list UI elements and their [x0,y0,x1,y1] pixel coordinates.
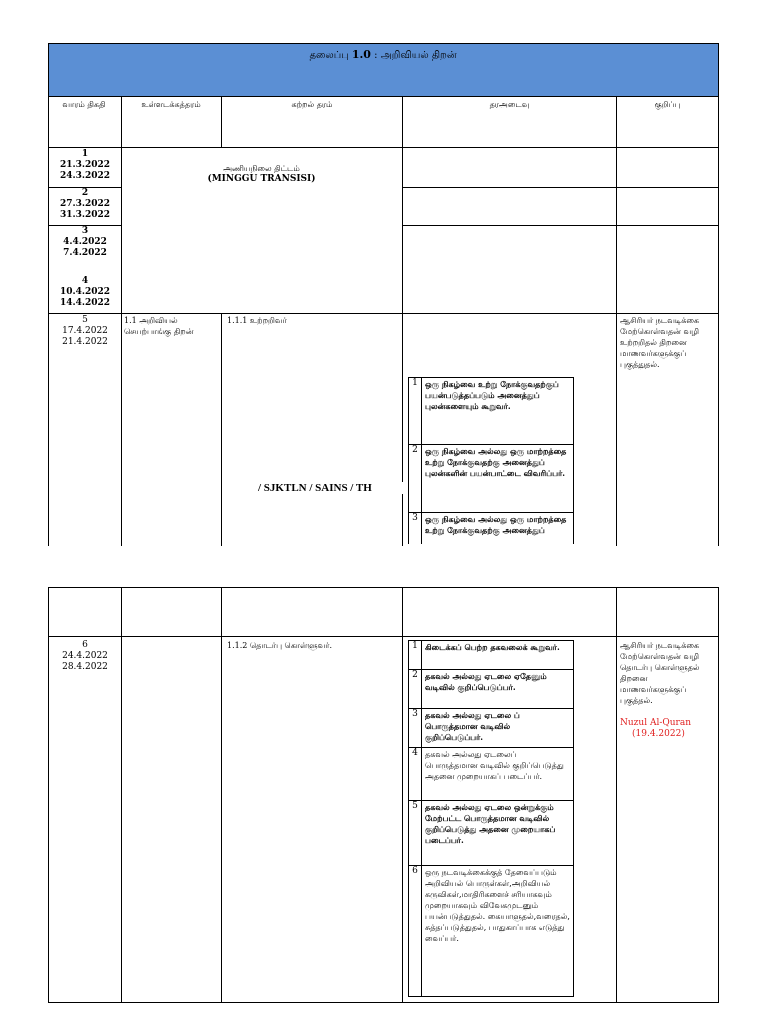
holiday-name: Nuzul Al-Quran [620,718,692,728]
week-from: 4.4.2022 [63,237,107,247]
content-standard-1: 1.1 அறிவியல் செயற்பாங்கு திறன் [124,316,194,336]
table1-title [48,48,718,62]
learning-standard-1: 1.1.1 உற்றறிவர் [227,316,287,325]
week-to: 24.3.2022 [59,171,111,181]
week-num: 1 [81,149,89,159]
performance-item: 2 ஒரு நிகழ்வை அல்லது ஒரு மாற்றத்தை உற்று நோக்குவதற்கு அனைத்துப் புலன்களின் பயன்பாட்டை விவரிப்பர். [409,444,573,513]
header-learning-standard: கற்றல் தரம் [291,100,333,109]
transition-name: (MINGGU TRANSISI) [207,174,316,184]
header-notes: குறிப்பு [654,100,681,109]
performance-item: 4 தகவல் அல்லது ஏடலைப் பொருத்தமான வடிவில் குறிப்பெடுத்து அதனை முறையாகப் படைப்பர். [409,747,573,801]
week-4-cell [50,276,120,309]
notes-2-cell [620,640,712,740]
week-to: 31.3.2022 [59,210,111,220]
week-to: 14.4.2022 [59,298,111,308]
week-3-cell [50,226,120,259]
holiday-date: (19.4.2022) [632,729,685,739]
week-num: 5 [82,315,88,325]
header-performance-standard: தரஅடைவு [489,100,530,109]
notes-2: ஆசிரியர் நடவடிக்கை மேற்கொள்வதன் வழி தொடர்பு கொள்ளுதல் திறனை மாணவர்களுக்குப் புகுத்தல். [620,641,700,705]
week-from: 27.3.2022 [59,199,111,209]
week-from: 10.4.2022 [59,287,111,297]
performance-item: 6 ஒரு நடவடிக்கைக்குத் தேவைப்படும் அறிவியல் பொருள்கள்,அறிவியல் கருவிகள்,மாதிரிகளைச் சரியாகவும் முறையாகவும் விவேகமுடனும் பயன்படுத்துதல். கையாளுதல்,வரைதல், சுத்தப்படுத்துதல், பாதுகாப்பாக எடுத்து வைப்பர். [409,865,573,997]
page-footer: / SJKTLN / SAINS / TH [258,482,408,494]
week-to: 28.4.2022 [62,662,108,672]
week-5-cell [50,315,120,348]
transition-label: அணியநிலை திட்டம் [223,164,300,173]
learning-standard-2: 1.1.2 தொடர்பு கொள்ளுவர். [227,641,332,650]
performance-item: 1 ஒரு நிகழ்வை உற்று நோக்குவதற்குப் பயன்படுத்தப்படும் அனைத்துப் புலன்களையும் கூறுவர். [409,378,573,444]
week-2-cell [50,188,120,221]
title-number: 1.0 [351,48,371,61]
week-from: 17.4.2022 [62,326,108,336]
performance-list-2 [408,640,574,997]
title-prefix: தலைப்பு [309,50,349,61]
performance-item: 3 ஒரு நிகழ்வை அல்லது ஒரு மாற்றத்தை உற்று நோக்குவதற்கு அனைத்துப் [409,512,573,544]
performance-list-1 [408,377,574,544]
week-to: 21.4.2022 [62,337,108,347]
week-num: 4 [81,276,89,286]
week-to: 7.4.2022 [63,248,107,258]
performance-item: 1 கிடைக்கப் பெற்ற தகவலைக் கூறுவர். [409,641,573,669]
notes-1: ஆசிரியர் நடவடிக்கை மேற்கொள்வதன் வழி உற்றறிதல் திறனை மாணவர்களுக்குப் புகுத்துதல். [620,316,700,369]
performance-item: 2 தகவல் அல்லது ஏடலை ஏதேனும் வடிவில் குறிப்பெடுப்பர். [409,669,573,709]
header-week-date: வாரம் திகதி [62,100,106,109]
week-num: 6 [82,640,88,650]
week-1-cell [50,149,120,182]
week-from: 21.3.2022 [59,160,111,170]
week-from: 24.4.2022 [62,651,108,661]
performance-item: 5 தகவல் அல்லது ஏடலை ஒன்றுக்கும் மேற்பட்ட பொருத்தமான வடிவில் குறிப்பெடுத்து அதனை முறையாகப் படைப்பர். [409,800,573,866]
header-content-standard: உள்ளடக்கத்தரம் [141,100,201,109]
performance-item: 3 தகவல் அல்லது ஏடலை ப் பொருத்தமான வடிவில் குறிப்பெடுப்பர். [409,708,573,748]
title-suffix: : அறிவியல் திறன் [374,50,457,61]
week-num: 2 [81,188,89,198]
transition-cell [123,163,400,185]
week-num: 3 [81,226,89,236]
week-6-cell [50,640,120,673]
